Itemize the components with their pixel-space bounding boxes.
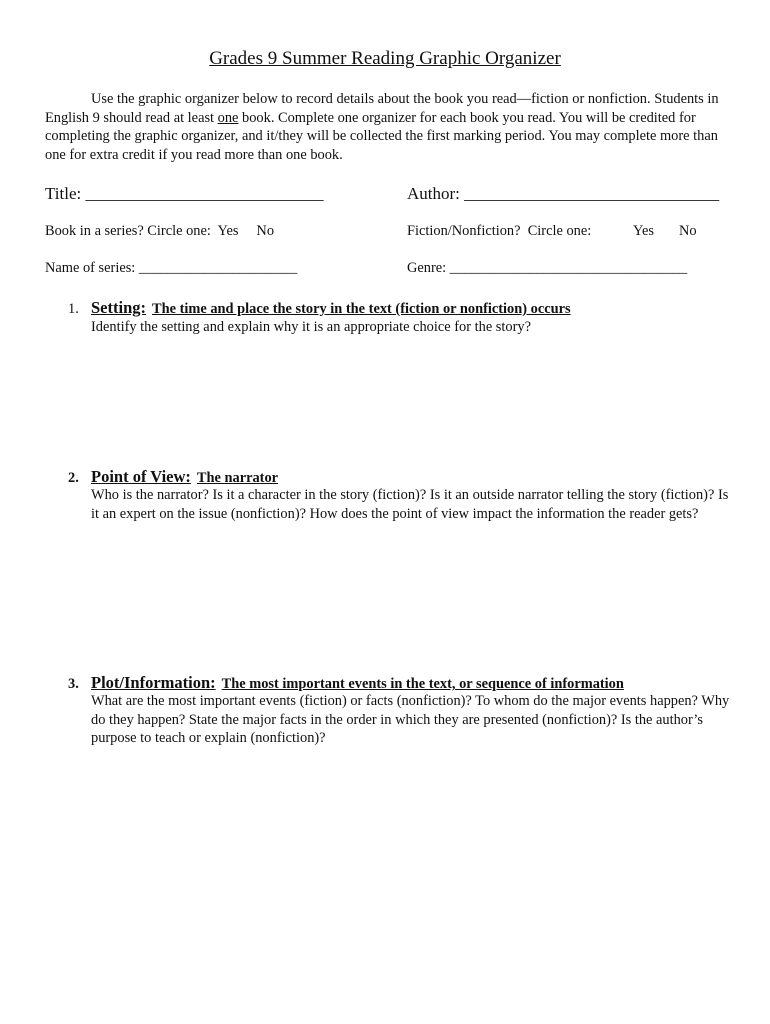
section-pov-heading: [68, 467, 278, 487]
series-name-field[interactable]: Name of series: ______________________: [45, 260, 298, 276]
author-field[interactable]: Author: ______________________________: [407, 184, 720, 203]
section-label: Plot/Information:: [91, 673, 216, 692]
fiction-question: Fiction/Nonfiction? Circle one:: [407, 223, 592, 239]
page-title: Grades 9 Summer Reading Graphic Organizer: [209, 48, 561, 69]
series-question: Book in a series? Circle one: Yes No: [45, 223, 275, 239]
section-subtitle: The most important events in the text, or sequence of information: [221, 676, 624, 692]
section-plot-prompt: What are the most important events (fiction) or facts (nonfiction)? To whom do the major events happen? Why do they happen? State the major facts in the order in which they are presented (nonfiction)? Is the author’s purpose to teach or explain (nonfiction)?: [91, 693, 730, 747]
section-number: 1.: [68, 301, 79, 317]
section-setting-heading: [68, 298, 571, 318]
intro-underlined-word: one: [217, 109, 239, 126]
genre-field[interactable]: Genre: _________________________________: [407, 260, 688, 276]
section-label: Point of View:: [91, 467, 191, 486]
intro-text-part1: Use the graphic organizer below to record details about the book you read—fiction or nonfiction. Students in English 9 should read at least: [45, 91, 719, 126]
section-plot-heading: [68, 673, 624, 693]
section-number: 2.: [68, 470, 79, 486]
title-field[interactable]: Title: ____________________________: [45, 184, 324, 203]
section-subtitle: The time and place the story in the text (fiction or nonfiction) occurs: [152, 301, 571, 317]
intro-text-part2: book. Complete one organizer for each book you read. You will be credited for completing the graphic organizer, and it/they will be collected the first marking period. You may complete more than one for extra credit if you read more than one book.: [45, 109, 718, 163]
intro-paragraph: [45, 90, 735, 164]
section-setting-prompt: Identify the setting and explain why it is an appropriate choice for the story?: [91, 319, 531, 335]
section-label: Setting:: [91, 298, 146, 317]
fiction-yes-option[interactable]: Yes: [633, 223, 654, 239]
section-subtitle: The narrator: [196, 470, 279, 486]
section-number: 3.: [68, 676, 79, 692]
section-pov-prompt: Who is the narrator? Is it a character in the story (fiction)? Is it an outside narrator telling the story (fiction)? Is it an expert on the issue (nonfiction)? How does the point of view impact the information the reader gets?: [91, 487, 729, 522]
fiction-no-option[interactable]: No: [679, 223, 697, 239]
